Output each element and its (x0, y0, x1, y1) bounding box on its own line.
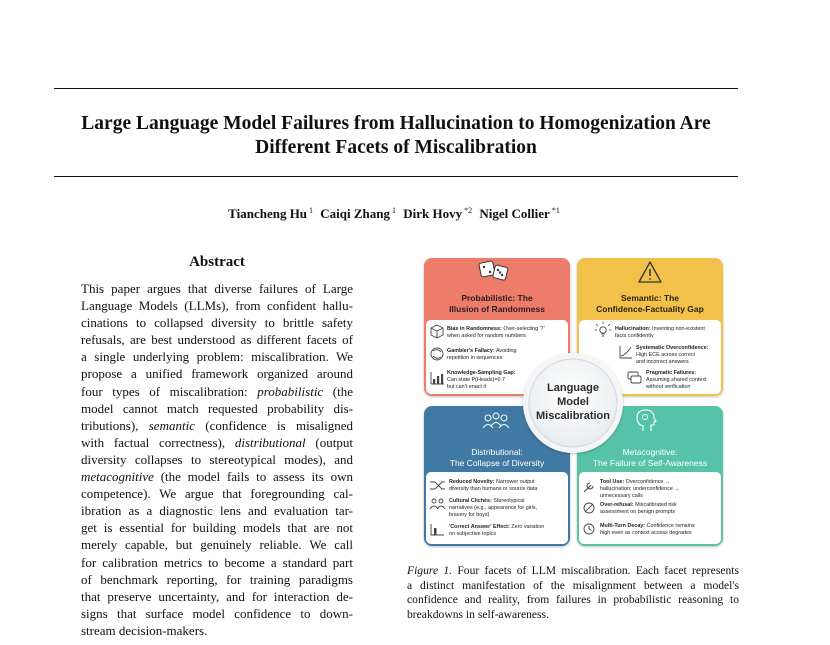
item-desc: narratives (e.g., appearance for girls, (449, 505, 538, 511)
item-desc: unnecessary calls (600, 493, 643, 499)
abstract-line: get is essential for building models that are not (81, 520, 353, 536)
item-label: Multi-Turn Decay: (600, 523, 646, 529)
abstract-line: stream decision-makers. (81, 622, 208, 638)
panel-distributional-title-2: The Collapse of Diversity (449, 458, 545, 468)
center-badge (523, 353, 623, 453)
item-label: Reduced Novelty: (449, 479, 495, 485)
item-desc: Over-selecting '7' (503, 326, 545, 332)
abstract-emphasis: distributional (234, 434, 306, 450)
abstract-text: (confidence is misaligned (194, 417, 353, 433)
title-line-2: Different Facets of Miscalibration (255, 137, 537, 158)
abstract-line (81, 417, 353, 434)
author-affiliation: 1 (392, 206, 397, 215)
abstract-emphasis: semantic (148, 417, 195, 433)
abstract-heading: Abstract (189, 254, 245, 270)
abstract-line (81, 434, 353, 451)
item-text (447, 370, 516, 376)
caption-text: Four facets of LLM miscalibration. Each facet represents (452, 564, 740, 577)
author-name: Nigel Collier (479, 206, 550, 221)
item-text (600, 479, 670, 485)
item-desc: Inventing non-existent (652, 326, 705, 332)
abstract-text: (the model fails to assess its own (153, 469, 353, 485)
item-text (449, 498, 525, 504)
top-rule (54, 88, 738, 89)
caption-line (407, 564, 739, 579)
item-text (447, 348, 517, 354)
abstract-line: ibration as a diagnostic lens and evaluation tar- (81, 503, 353, 519)
abstract-body (81, 280, 353, 639)
item-label: Cultural Clichés: (449, 498, 492, 504)
item-desc: Miscalibrated risk (635, 502, 677, 508)
abstract-line: model cannot match requested probability dis- (81, 400, 353, 416)
item-desc: but can't enact it (447, 384, 487, 390)
panel-distributional-title-1: Distributional: (471, 447, 523, 457)
item-desc: Confidence remains (646, 523, 695, 529)
abstract-line: signs that surface model confidence to down- (81, 605, 353, 621)
panel-metacognitive-title-1: Metacognitive: (622, 447, 678, 457)
item-desc: Narrower output (496, 479, 535, 485)
abstract-line: competence). We argue that foregrounding cal- (81, 486, 353, 502)
abstract-text: (output (305, 434, 353, 450)
abstract-line: merely capable, but genuinely reliable. We call (81, 537, 353, 553)
item-desc: Zero variation (511, 524, 545, 530)
item-desc: Avoiding (495, 348, 517, 354)
author-name: Dirk Hovy (403, 206, 463, 221)
item-desc: high even as context access degrades (600, 530, 692, 536)
item-label: 'Correct Answer' Effect: (449, 524, 510, 530)
item-desc: diversity than humans or source data (449, 486, 538, 492)
panel-semantic-title-1: Semantic: The (620, 293, 680, 303)
item-desc: when asked for random numbers (447, 333, 526, 339)
item-multi-turn-decay (584, 523, 695, 536)
abstract-line (81, 383, 353, 400)
abstract-line: diversity collapses to stereotypical modes), and (81, 451, 353, 467)
item-label: Hallucination: (615, 326, 651, 332)
title-line-1: Large Language Model Failures from Hallucination to Homogenization Are (81, 113, 711, 134)
item-text (615, 326, 705, 332)
abstract-emphasis: metacognitive (81, 469, 154, 485)
item-desc: on subjective topics (449, 531, 497, 537)
item-desc: without verification (646, 384, 691, 390)
item-label: Over-refusal: (600, 502, 634, 508)
author-affiliation: *1 (551, 206, 560, 215)
caption-line: breakdowns in self-awareness. (407, 607, 549, 621)
item-label: Bias in Randomness: (447, 326, 502, 332)
miscalibration-figure (410, 248, 740, 556)
abstract-line: of benchmark reporting, for training paradigms (81, 571, 353, 587)
item-desc: facts confidently (615, 333, 654, 339)
panel-metacognitive-title-2: The Failure of Self-Awareness (592, 458, 708, 468)
bottom-rule (54, 176, 738, 177)
center-line-2: Model (557, 396, 589, 408)
abstract-line: cinations to collapsed diversity to brittle safety (81, 315, 353, 331)
item-text (600, 502, 677, 508)
author-affiliation: *2 (464, 206, 473, 215)
panel-probabilistic-title-2: Illusion of Randomness (449, 304, 545, 314)
panel-semantic-title-2: Confidence-Factuality Gap (596, 304, 704, 314)
item-label: Tool Use: (600, 479, 625, 485)
center-line-3: Miscalibration (536, 410, 610, 422)
abstract-emphasis: probabilistic (257, 383, 324, 399)
item-label: Gambler's Fallacy: (447, 348, 495, 354)
author-name: Caiqi Zhang (320, 206, 391, 221)
item-text (449, 524, 544, 530)
author-name: Tiancheng Hu (228, 206, 308, 221)
author-list (54, 206, 738, 222)
abstract-line: that preserve uncertainty, and for interaction de- (81, 588, 353, 604)
caption-label: Figure 1. (407, 564, 453, 577)
item-label: Knowledge-Sampling Gap: (447, 370, 516, 376)
item-desc: bravery for boys) (449, 512, 490, 518)
caption-line: a distinct manifestation of the misalignment between a model's (407, 578, 739, 592)
item-text (447, 326, 545, 332)
item-desc: hallucination; underconfidence → (600, 486, 680, 492)
abstract-line: for calibration metrics to become a standard part (81, 554, 353, 570)
abstract-line (81, 468, 353, 485)
abstract-text: with factual correctness), (81, 434, 235, 450)
abstract-line: Language Models (LLMs), from confident hallu- (81, 298, 353, 314)
abstract-text: (the (323, 383, 353, 399)
item-desc: Assuming shared context (646, 377, 707, 383)
paper-title (54, 112, 738, 160)
item-desc: assessment on benign prompts (600, 509, 675, 515)
item-text (646, 370, 696, 376)
figure-caption (407, 564, 739, 622)
center-line-1: Language (547, 382, 599, 394)
item-desc: Stereotypical (493, 498, 525, 504)
abstract-line: propose a unified framework organized around (81, 366, 353, 382)
caption-line: confidence and reality, from failures in probabilistic reasoning to (407, 593, 739, 606)
item-label: Systematic Overconfidence: (636, 345, 709, 351)
item-text (600, 523, 695, 529)
abstract-line: refusals, are best understood as different facets of (81, 332, 353, 348)
item-desc: and incorrect answers (636, 359, 689, 365)
item-desc: Overconfidence → (625, 479, 671, 485)
abstract-line: This paper argues that diverse failures of Large (81, 281, 353, 296)
item-desc: repetition in sequences (447, 355, 503, 361)
item-text (636, 345, 709, 351)
item-label: Pragmatic Failures: (646, 370, 697, 376)
item-desc: High ECE across correct (636, 352, 696, 358)
item-desc: Can state P(Heads)=0.7 (447, 377, 505, 383)
abstract-line: a single underlying problem: miscalibration. We (81, 349, 353, 365)
abstract-text: tributions), (81, 417, 149, 433)
panel-probabilistic-title-1: Probabilistic: The (461, 293, 533, 303)
author-affiliation: 1 (309, 206, 314, 215)
abstract-text: four types of miscalibration: (81, 383, 258, 399)
item-text (449, 479, 535, 485)
